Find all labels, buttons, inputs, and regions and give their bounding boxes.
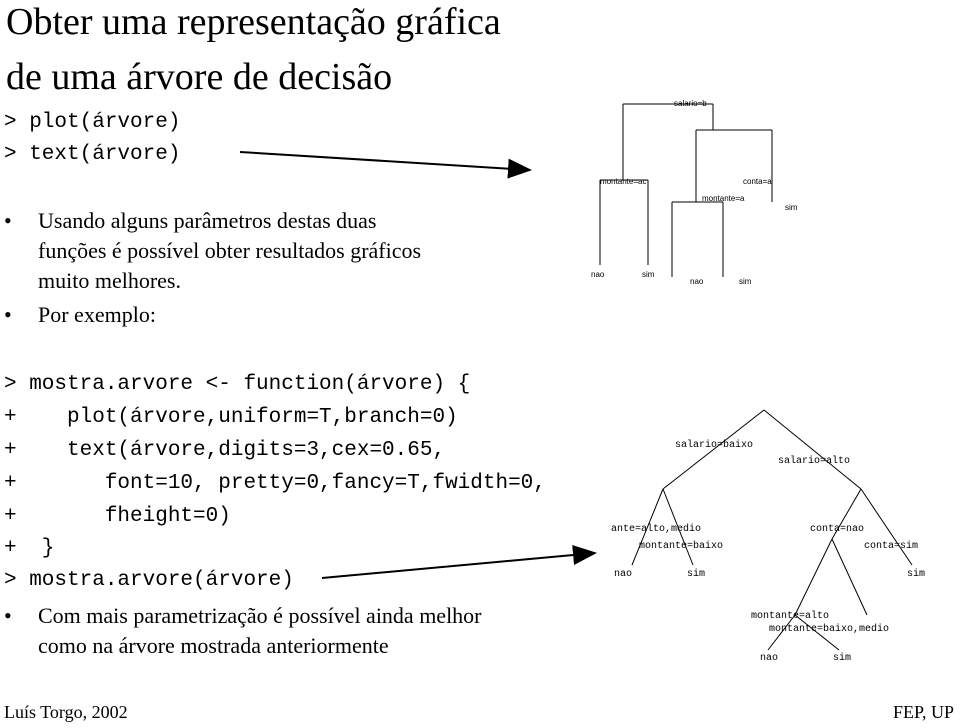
tree2-leaf-sim-2: sim <box>907 569 926 580</box>
tree2-split-b2-label: conta=sim <box>864 541 919 552</box>
arrow-line-lower <box>322 553 595 578</box>
tree1-leaf-sim-2: sim <box>739 277 752 286</box>
tree1-right-left-split-label: montante=a <box>702 194 745 203</box>
arrow-line-upper <box>240 152 530 170</box>
bullet-3-line-2: como na árvore mostrada anteriormente <box>38 633 389 658</box>
tree2-split-c1-label: montante=alto <box>751 611 830 622</box>
tree1-leaf-sim-3: sim <box>785 203 798 212</box>
bullet-1-line-2: funções é possível obter resultados gráficos <box>38 238 422 263</box>
code-line-4: + font=10, pretty=0,fancy=T,fwidth=0, <box>4 472 546 495</box>
slide-title-line-1: Obter uma representação gráfica <box>6 1 501 43</box>
tree2-split-b1-label: conta=nao <box>810 524 865 535</box>
tree1-leaf-nao-2: nao <box>690 277 704 286</box>
command-plot: > plot(árvore) <box>4 111 181 134</box>
bullet-3-line-1: Com mais parametrização é possível ainda melhor <box>38 603 482 628</box>
decision-tree-improved <box>605 405 945 670</box>
bullet-1-line-1: Usando alguns parâmetros destas duas <box>38 208 377 233</box>
code-line-7: > mostra.arvore(árvore) <box>4 569 294 592</box>
command-text: > text(árvore) <box>4 143 181 166</box>
bullet-dot: • <box>4 208 12 233</box>
tree2-split-a1-label: ante=alto,medio <box>611 524 702 535</box>
footer-author: Luís Torgo, 2002 <box>4 702 128 722</box>
tree1-root-label: salario=b <box>674 99 707 108</box>
tree1-leaf-nao-1: nao <box>591 270 605 279</box>
tree2-root-right-label: salario=alto <box>778 456 851 467</box>
tree2-leaf-sim-3: sim <box>833 653 852 664</box>
code-line-1: > mostra.arvore <- function(árvore) { <box>4 373 471 396</box>
bullet-2-line-1: Por exemplo: <box>38 302 156 327</box>
bullet-dot: • <box>4 302 12 327</box>
code-line-2: + plot(árvore,uniform=T,branch=0) <box>4 406 458 429</box>
footer-institution: FEP, UP <box>892 702 954 722</box>
tree2-leaf-nao-1: nao <box>614 569 633 580</box>
tree2-leaf-sim-1: sim <box>687 569 706 580</box>
tree1-leaf-sim-1: sim <box>642 270 655 279</box>
tree2-root-left-label: salario=baixo <box>675 440 754 451</box>
decision-tree-basic <box>580 92 840 292</box>
tree2-leaf-nao-2: nao <box>760 653 779 664</box>
slide-title-line-2: de uma árvore de decisão <box>6 56 393 98</box>
tree1-left-split-label: montante=ac <box>600 177 647 186</box>
bullet-1-line-3: muito melhores. <box>38 268 181 293</box>
tree1-right-split-label: conta=a <box>743 177 772 186</box>
code-line-3: + text(árvore,digits=3,cex=0.65, <box>4 439 446 462</box>
tree2-split-a2-label: montante=baixo <box>639 541 724 552</box>
bullet-dot: • <box>4 603 12 628</box>
code-line-5: + fheight=0) <box>4 505 231 528</box>
code-line-6: + } <box>4 537 55 560</box>
tree2-split-c2-label: montante=baixo,medio <box>769 624 890 635</box>
